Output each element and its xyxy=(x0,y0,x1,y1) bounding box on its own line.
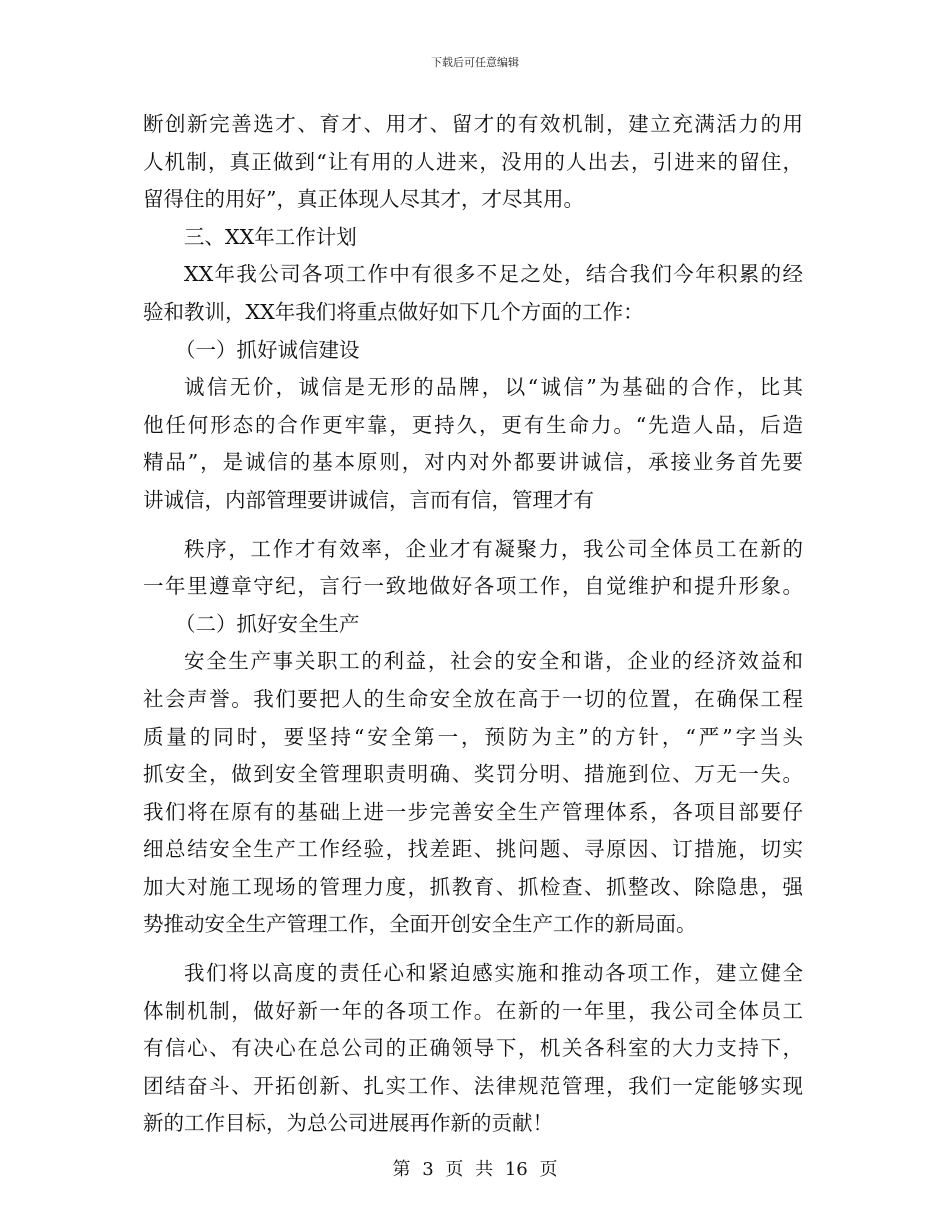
page-header: 下载后可任意编辑 xyxy=(431,56,519,69)
text-line: 断创新完善选才、育才、用才、留才的有效机制，建立充满活力的用 xyxy=(143,112,803,136)
text-line: 抓安全，做到安全管理职责明确、奖罚分明、措施到位、万无一失。 xyxy=(143,762,803,787)
text-line: 体制机制，做好新一年的各项工作。在新的一年里，我公司全体员工 xyxy=(143,998,803,1023)
subsection-heading: （一）抓好诚信建设 xyxy=(175,337,360,362)
text-line: 留得住的用好”，真正体现人尽其才，才尽其用。 xyxy=(143,187,584,212)
text-line: 人机制，真正做到“让有用的人进来，没用的人出去，引进来的留住， xyxy=(143,149,803,174)
text-line: 我们将以高度的责任心和紧迫感实施和推动各项工作，建立健全 xyxy=(184,961,803,986)
text-line: 一年里遵章守纪，言行一致地做好各项工作，自觉维护和提升形象。 xyxy=(143,574,803,599)
text-line: 质量的同时，要坚持“安全第一，预防为主”的方针，“严”字当头 xyxy=(143,724,803,749)
text-line: 讲诚信，内部管理要讲诚信，言而有信，管理才有 xyxy=(143,487,594,512)
text-line: XX年我公司各项工作中有很多不足之处，结合我们今年积累的经 xyxy=(184,262,803,287)
text-line: 安全生产事关职工的利益，社会的安全和谐，企业的经济效益和 xyxy=(184,649,803,674)
section-heading: 三、XX年工作计划 xyxy=(184,224,357,249)
text-line: 秩序，工作才有效率，企业才有凝聚力，我公司全体员工在新的 xyxy=(184,536,803,561)
text-line: 团结奋斗、开拓创新、扎实工作、法律规范管理，我们一定能够实现 xyxy=(143,1073,803,1098)
text-line: 精品”，是诚信的基本原则，对内对外都要讲诚信，承接业务首先要 xyxy=(143,450,803,475)
text-line: 我们将在原有的基础上进一步完善安全生产管理体系，各项目部要仔 xyxy=(143,799,803,824)
page-number: 第 3 页 共 16 页 xyxy=(392,1159,558,1180)
text-line: 势推动安全生产管理工作，全面开创安全生产工作的新局面。 xyxy=(143,912,697,937)
text-line: 验和教训，XX年我们将重点做好如下几个方面的工作： xyxy=(143,299,644,324)
document-body xyxy=(143,106,803,1143)
text-line: 细总结安全生产工作经验，找差距、挑问题、寻原因、订措施，切实 xyxy=(143,837,803,862)
text-line: 诚信无价，诚信是无形的品牌，以“诚信”为基础的合作，比其 xyxy=(184,375,803,400)
text-line: 社会声誉。我们要把人的生命安全放在高于一切的位置，在确保工程 xyxy=(143,686,803,711)
subsection-heading: （二）抓好安全生产 xyxy=(175,611,360,636)
text-line: 他任何形态的合作更牢靠，更持久，更有生命力。“先造人品，后造 xyxy=(143,412,803,437)
text-line: 新的工作目标，为总公司进展再作新的贡献！ xyxy=(143,1111,553,1136)
text-line: 有信心、有决心在总公司的正确领导下，机关各科室的大力支持下， xyxy=(143,1036,803,1061)
text-line: 加大对施工现场的管理力度，抓教育、抓检查、抓整改、除隐患，强 xyxy=(143,874,803,899)
